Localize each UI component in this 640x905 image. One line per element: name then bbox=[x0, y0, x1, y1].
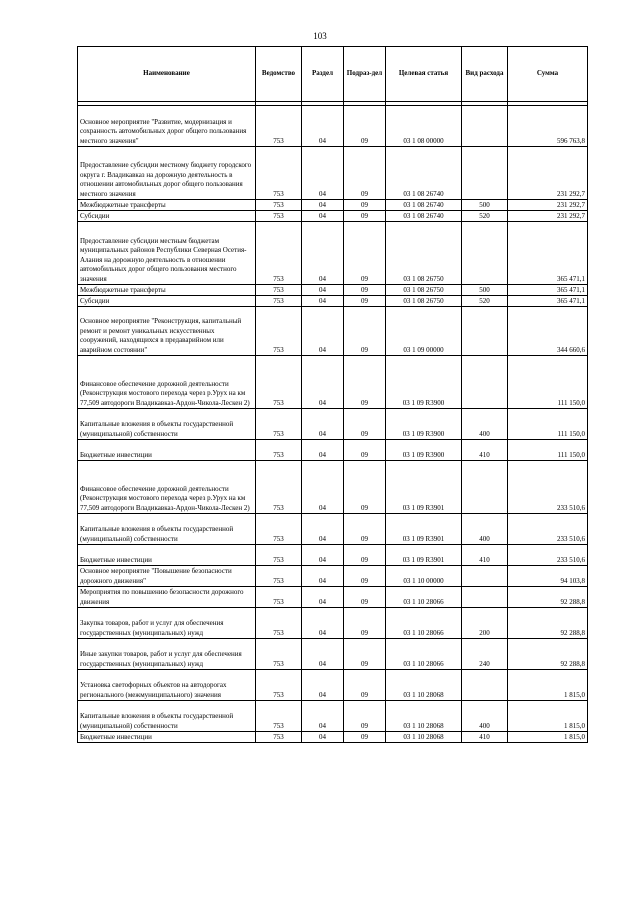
table-row bbox=[78, 608, 588, 639]
table-row bbox=[78, 545, 588, 566]
cell-dept: 753 bbox=[256, 639, 302, 670]
cell-target: 03 1 09 00000 bbox=[386, 307, 462, 356]
cell-name: Закупка товаров, работ и услуг для обеспечения государственных (муниципальных) нужд bbox=[78, 608, 256, 639]
table-row bbox=[78, 200, 588, 211]
cell-sum: 92 288,8 bbox=[508, 639, 588, 670]
cell-exp-type bbox=[462, 147, 508, 200]
cell-target: 03 1 09 R3901 bbox=[386, 461, 462, 514]
cell-subsection: 09 bbox=[344, 701, 386, 732]
cell-target: 03 1 08 00000 bbox=[386, 106, 462, 147]
cell-section: 04 bbox=[302, 587, 344, 608]
cell-dept: 753 bbox=[256, 307, 302, 356]
cell-dept: 753 bbox=[256, 285, 302, 296]
header-sum: Сумма bbox=[508, 47, 588, 102]
table-row bbox=[78, 285, 588, 296]
cell-section: 04 bbox=[302, 701, 344, 732]
cell-section: 04 bbox=[302, 211, 344, 222]
cell-exp-type: 520 bbox=[462, 211, 508, 222]
table-row bbox=[78, 701, 588, 732]
cell-target: 03 1 08 26750 bbox=[386, 285, 462, 296]
table-row bbox=[78, 514, 588, 545]
cell-section: 04 bbox=[302, 514, 344, 545]
cell-target: 03 1 09 R3901 bbox=[386, 514, 462, 545]
table-row bbox=[78, 440, 588, 461]
cell-exp-type: 410 bbox=[462, 732, 508, 743]
cell-dept: 753 bbox=[256, 514, 302, 545]
cell-section: 04 bbox=[302, 409, 344, 440]
table-row bbox=[78, 296, 588, 307]
cell-exp-type: 400 bbox=[462, 701, 508, 732]
cell-sum: 92 288,8 bbox=[508, 587, 588, 608]
cell-dept: 753 bbox=[256, 670, 302, 701]
header-target: Целевая статья bbox=[386, 47, 462, 102]
cell-sum: 365 471,1 bbox=[508, 285, 588, 296]
cell-section: 04 bbox=[302, 222, 344, 285]
cell-dept: 753 bbox=[256, 566, 302, 587]
cell-section: 04 bbox=[302, 106, 344, 147]
cell-subsection: 09 bbox=[344, 732, 386, 743]
table-row bbox=[78, 409, 588, 440]
cell-subsection: 09 bbox=[344, 545, 386, 566]
cell-dept: 753 bbox=[256, 356, 302, 409]
cell-dept: 753 bbox=[256, 608, 302, 639]
cell-exp-type bbox=[462, 356, 508, 409]
cell-target: 03 1 09 R3900 bbox=[386, 440, 462, 461]
table-row bbox=[78, 211, 588, 222]
table-row bbox=[78, 147, 588, 200]
cell-exp-type: 200 bbox=[462, 608, 508, 639]
cell-exp-type: 240 bbox=[462, 639, 508, 670]
cell-name: Бюджетные инвестиции bbox=[78, 440, 256, 461]
cell-exp-type bbox=[462, 587, 508, 608]
cell-name: Субсидии bbox=[78, 211, 256, 222]
cell-target: 03 1 10 28068 bbox=[386, 670, 462, 701]
cell-exp-type bbox=[462, 106, 508, 147]
cell-subsection: 09 bbox=[344, 222, 386, 285]
cell-sum: 231 292,7 bbox=[508, 147, 588, 200]
cell-exp-type: 410 bbox=[462, 545, 508, 566]
cell-dept: 753 bbox=[256, 106, 302, 147]
cell-name: Финансовое обеспечение дорожной деятельности (Реконструкция мостового перехода через р.Урух на км 77,509 автодороги Владикавказ-Ардон-Чикола-Лескен 2) bbox=[78, 461, 256, 514]
cell-target: 03 1 08 26750 bbox=[386, 222, 462, 285]
table-row bbox=[78, 106, 588, 147]
cell-subsection: 09 bbox=[344, 514, 386, 545]
cell-sum: 233 510,6 bbox=[508, 545, 588, 566]
cell-exp-type bbox=[462, 566, 508, 587]
cell-subsection: 09 bbox=[344, 461, 386, 514]
header-exp-type: Вид расхода bbox=[462, 47, 508, 102]
cell-dept: 753 bbox=[256, 222, 302, 285]
cell-subsection: 09 bbox=[344, 200, 386, 211]
cell-sum: 92 288,8 bbox=[508, 608, 588, 639]
cell-sum: 365 471,1 bbox=[508, 296, 588, 307]
page-number: 103 bbox=[313, 31, 327, 41]
cell-section: 04 bbox=[302, 639, 344, 670]
table-row bbox=[78, 461, 588, 514]
cell-dept: 753 bbox=[256, 409, 302, 440]
cell-section: 04 bbox=[302, 545, 344, 566]
cell-target: 03 1 08 26740 bbox=[386, 211, 462, 222]
cell-exp-type bbox=[462, 222, 508, 285]
cell-name: Предоставление субсидии местным бюджетам муниципальных районов Республики Северная Осетия-Алания на дорожную деятельность в отношении автомобильных дорог общего пользования местного значения bbox=[78, 222, 256, 285]
cell-sum: 1 815,0 bbox=[508, 732, 588, 743]
cell-dept: 753 bbox=[256, 147, 302, 200]
header-name: Наименование bbox=[78, 47, 256, 102]
cell-name: Установка светофорных объектов на автодорогах регионального (межмуниципального) значения bbox=[78, 670, 256, 701]
cell-section: 04 bbox=[302, 670, 344, 701]
cell-exp-type: 400 bbox=[462, 409, 508, 440]
cell-exp-type: 400 bbox=[462, 514, 508, 545]
cell-subsection: 09 bbox=[344, 587, 386, 608]
cell-subsection: 09 bbox=[344, 106, 386, 147]
cell-section: 04 bbox=[302, 461, 344, 514]
cell-subsection: 09 bbox=[344, 356, 386, 409]
cell-target: 03 1 09 R3900 bbox=[386, 356, 462, 409]
cell-exp-type: 500 bbox=[462, 200, 508, 211]
cell-subsection: 09 bbox=[344, 608, 386, 639]
cell-section: 04 bbox=[302, 566, 344, 587]
cell-section: 04 bbox=[302, 285, 344, 296]
cell-name: Межбюджетные трансферты bbox=[78, 200, 256, 211]
table-row bbox=[78, 587, 588, 608]
header-section: Раздел bbox=[302, 47, 344, 102]
cell-section: 04 bbox=[302, 356, 344, 409]
cell-name: Основное мероприятие "Повышение безопасности дорожного движения" bbox=[78, 566, 256, 587]
cell-name: Иные закупки товаров, работ и услуг для обеспечения государственных (муниципальных) нужд bbox=[78, 639, 256, 670]
cell-exp-type bbox=[462, 461, 508, 514]
cell-name: Субсидии bbox=[78, 296, 256, 307]
cell-sum: 111 150,0 bbox=[508, 440, 588, 461]
cell-name: Предоставление субсидии местному бюджету городского округа г. Владикавказ на дорожную деятельность в отношении автомобильных дорог общего пользования местного значения bbox=[78, 147, 256, 200]
cell-subsection: 09 bbox=[344, 639, 386, 670]
cell-target: 03 1 09 R3900 bbox=[386, 409, 462, 440]
cell-subsection: 09 bbox=[344, 409, 386, 440]
cell-sum: 231 292,7 bbox=[508, 200, 588, 211]
cell-dept: 753 bbox=[256, 587, 302, 608]
cell-subsection: 09 bbox=[344, 670, 386, 701]
table-row bbox=[78, 566, 588, 587]
cell-exp-type bbox=[462, 307, 508, 356]
cell-target: 03 1 10 28066 bbox=[386, 587, 462, 608]
cell-dept: 753 bbox=[256, 461, 302, 514]
cell-name: Бюджетные инвестиции bbox=[78, 545, 256, 566]
cell-sum: 111 150,0 bbox=[508, 409, 588, 440]
cell-section: 04 bbox=[302, 147, 344, 200]
cell-sum: 596 763,8 bbox=[508, 106, 588, 147]
cell-section: 04 bbox=[302, 440, 344, 461]
cell-name: Капитальные вложения в объекты государственной (муниципальной) собственности bbox=[78, 514, 256, 545]
cell-subsection: 09 bbox=[344, 296, 386, 307]
cell-dept: 753 bbox=[256, 296, 302, 307]
cell-dept: 753 bbox=[256, 211, 302, 222]
cell-target: 03 1 08 26750 bbox=[386, 296, 462, 307]
header-dept: Ведомство bbox=[256, 47, 302, 102]
table-row bbox=[78, 732, 588, 743]
cell-name: Капитальные вложения в объекты государственной (муниципальной) собственности bbox=[78, 409, 256, 440]
cell-sum: 231 292,7 bbox=[508, 211, 588, 222]
cell-dept: 753 bbox=[256, 701, 302, 732]
cell-target: 03 1 10 00000 bbox=[386, 566, 462, 587]
cell-dept: 753 bbox=[256, 732, 302, 743]
cell-exp-type: 520 bbox=[462, 296, 508, 307]
cell-section: 04 bbox=[302, 307, 344, 356]
cell-name: Межбюджетные трансферты bbox=[78, 285, 256, 296]
cell-name: Основное мероприятие "Развитие, модернизация и сохранность автомобильных дорог общего пользования местного значения" bbox=[78, 106, 256, 147]
cell-dept: 753 bbox=[256, 440, 302, 461]
cell-sum: 1 815,0 bbox=[508, 670, 588, 701]
cell-subsection: 09 bbox=[344, 307, 386, 356]
cell-name: Финансовое обеспечение дорожной деятельности (Реконструкция мостового перехода через р.Урух на км 77,509 автодороги Владикавказ-Ардон-Чикола-Лескен 2) bbox=[78, 356, 256, 409]
cell-subsection: 09 bbox=[344, 440, 386, 461]
cell-section: 04 bbox=[302, 608, 344, 639]
header-subsection: Подраз-дел bbox=[344, 47, 386, 102]
cell-target: 03 1 10 28066 bbox=[386, 639, 462, 670]
cell-sum: 111 150,0 bbox=[508, 356, 588, 409]
table-row bbox=[78, 639, 588, 670]
table-header-row bbox=[78, 47, 588, 102]
cell-name: Бюджетные инвестиции bbox=[78, 732, 256, 743]
cell-subsection: 09 bbox=[344, 285, 386, 296]
cell-name: Основное мероприятие "Реконструкция, капитальный ремонт и ремонт уникальных искусственных сооружений, находящихся в предаварийном или аварийном состоянии" bbox=[78, 307, 256, 356]
cell-name: Капитальные вложения в объекты государственной (муниципальной) собственности bbox=[78, 701, 256, 732]
table-row bbox=[78, 356, 588, 409]
table-row bbox=[78, 307, 588, 356]
cell-exp-type: 500 bbox=[462, 285, 508, 296]
cell-target: 03 1 10 28068 bbox=[386, 701, 462, 732]
cell-section: 04 bbox=[302, 732, 344, 743]
cell-sum: 94 103,8 bbox=[508, 566, 588, 587]
cell-sum: 365 471,1 bbox=[508, 222, 588, 285]
cell-target: 03 1 09 R3901 bbox=[386, 545, 462, 566]
cell-sum: 1 815,0 bbox=[508, 701, 588, 732]
cell-sum: 233 510,6 bbox=[508, 461, 588, 514]
cell-section: 04 bbox=[302, 200, 344, 211]
budget-table bbox=[77, 46, 588, 743]
cell-dept: 753 bbox=[256, 200, 302, 211]
cell-target: 03 1 08 26740 bbox=[386, 147, 462, 200]
cell-dept: 753 bbox=[256, 545, 302, 566]
cell-exp-type: 410 bbox=[462, 440, 508, 461]
cell-subsection: 09 bbox=[344, 147, 386, 200]
table-row bbox=[78, 222, 588, 285]
cell-target: 03 1 10 28068 bbox=[386, 732, 462, 743]
cell-sum: 233 510,6 bbox=[508, 514, 588, 545]
cell-target: 03 1 08 26740 bbox=[386, 200, 462, 211]
cell-exp-type bbox=[462, 670, 508, 701]
cell-subsection: 09 bbox=[344, 211, 386, 222]
cell-target: 03 1 10 28066 bbox=[386, 608, 462, 639]
table-row bbox=[78, 670, 588, 701]
cell-sum: 344 660,6 bbox=[508, 307, 588, 356]
cell-name: Мероприятия по повышению безопасности дорожного движения bbox=[78, 587, 256, 608]
cell-subsection: 09 bbox=[344, 566, 386, 587]
cell-section: 04 bbox=[302, 296, 344, 307]
